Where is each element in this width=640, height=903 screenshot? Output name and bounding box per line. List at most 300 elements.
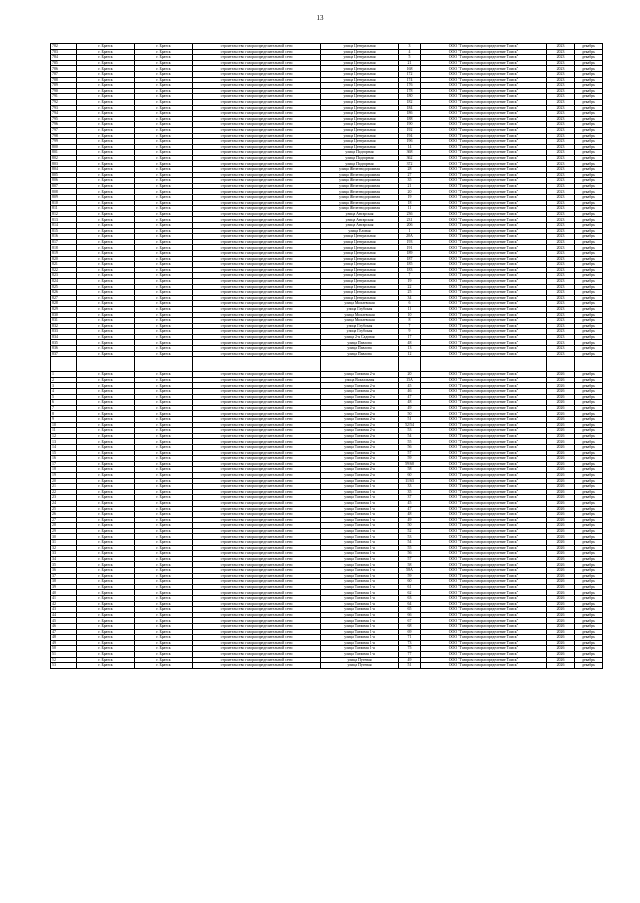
municipality-cell: г. Братск [77, 150, 135, 156]
year-cell: 2023 [547, 94, 575, 100]
settlement-cell: г. Братск [135, 372, 193, 378]
year-cell: 2026 [547, 579, 575, 585]
month-cell: декабрь [575, 584, 603, 590]
year-cell: 2023 [547, 49, 575, 55]
municipality-cell: г. Братск [77, 579, 135, 585]
work-type-cell: строительство газораспределительной сети [193, 400, 321, 406]
organization-cell: ООО "Газпром газораспределение Томск" [421, 66, 547, 72]
municipality-cell: г. Братск [77, 195, 135, 201]
year-cell: 2023 [547, 66, 575, 72]
settlement-cell: г. Братск [135, 223, 193, 229]
house-number-cell: 55 [399, 545, 421, 551]
house-number-cell: 25 [399, 290, 421, 296]
work-type-cell: строительство газораспределительной сети [193, 612, 321, 618]
year-cell: 2026 [547, 607, 575, 613]
month-cell: декабрь [575, 394, 603, 400]
organization-cell: ООО "Газпром газораспределение Томск" [421, 55, 547, 61]
row-number-cell: 832 [51, 323, 77, 329]
organization-cell: ООО "Газпром газораспределение Томск" [421, 523, 547, 529]
month-cell: декабрь [575, 428, 603, 434]
year-cell: 2026 [547, 556, 575, 562]
year-cell: 2026 [547, 562, 575, 568]
house-number-cell: 66 [399, 612, 421, 618]
work-type-cell: строительство газораспределительной сети [193, 88, 321, 94]
street-cell: улица Таежная 2-я [321, 417, 399, 423]
settlement-cell: г. Братск [135, 467, 193, 473]
municipality-cell: г. Братск [77, 133, 135, 139]
month-cell: декабрь [575, 534, 603, 540]
work-type-cell: строительство газораспределительной сети [193, 200, 321, 206]
month-cell: декабрь [575, 545, 603, 551]
municipality-cell: г. Братск [77, 439, 135, 445]
settlement-cell: г. Братск [135, 273, 193, 279]
settlement-cell: г. Братск [135, 161, 193, 167]
street-cell: улица Таежная 1-я [321, 596, 399, 602]
municipality-cell: г. Братск [77, 551, 135, 557]
work-type-cell: строительство газораспределительной сети [193, 456, 321, 462]
street-cell: улица Железнодорожная [321, 178, 399, 184]
month-cell: декабрь [575, 144, 603, 150]
month-cell: декабрь [575, 657, 603, 663]
settlement-cell: г. Братск [135, 334, 193, 340]
year-cell: 2023 [547, 133, 575, 139]
month-cell: декабрь [575, 579, 603, 585]
month-cell: декабрь [575, 562, 603, 568]
empty-cell [193, 357, 321, 372]
work-type-cell: строительство газораспределительной сети [193, 372, 321, 378]
month-cell: декабрь [575, 540, 603, 546]
organization-cell: ООО "Газпром газораспределение Томск" [421, 584, 547, 590]
row-number-cell: 801 [51, 150, 77, 156]
house-number-cell: 54 [399, 433, 421, 439]
year-cell: 2026 [547, 422, 575, 428]
row-number-cell: 791 [51, 94, 77, 100]
house-number-cell: 57 [399, 450, 421, 456]
settlement-cell: г. Братск [135, 245, 193, 251]
street-cell: улица Центральная [321, 256, 399, 262]
row-number-cell: 782 [51, 44, 77, 50]
month-cell: декабрь [575, 340, 603, 346]
month-cell: декабрь [575, 301, 603, 307]
row-number-cell: 41 [51, 596, 77, 602]
work-type-cell: строительство газораспределительной сети [193, 528, 321, 534]
work-type-cell: строительство газораспределительной сети [193, 189, 321, 195]
organization-cell: ООО "Газпром газораспределение Томск" [421, 239, 547, 245]
settlement-cell: г. Братск [135, 66, 193, 72]
municipality-cell: г. Братск [77, 295, 135, 301]
settlement-cell: г. Братск [135, 340, 193, 346]
municipality-cell: г. Братск [77, 568, 135, 574]
house-number-cell: 58А [399, 568, 421, 574]
organization-cell: ООО "Газпром газораспределение Томск" [421, 478, 547, 484]
year-cell: 2023 [547, 256, 575, 262]
organization-cell: ООО "Газпром газораспределение Томск" [421, 105, 547, 111]
house-number-cell: 7 [399, 323, 421, 329]
street-cell: улица Центральная [321, 94, 399, 100]
house-number-cell: 35 [399, 489, 421, 495]
organization-cell: ООО "Газпром газораспределение Томск" [421, 439, 547, 445]
municipality-cell: г. Братск [77, 206, 135, 212]
month-cell: декабрь [575, 122, 603, 128]
month-cell: декабрь [575, 127, 603, 133]
street-cell: улица Центральная [321, 122, 399, 128]
house-number-cell: 9 [399, 329, 421, 335]
row-number-cell: 805 [51, 172, 77, 178]
organization-cell: ООО "Газпром газораспределение Томск" [421, 250, 547, 256]
year-cell: 2023 [547, 150, 575, 156]
work-type-cell: строительство газораспределительной сети [193, 389, 321, 395]
row-number-cell: 785 [51, 60, 77, 66]
house-number-cell: 10 [399, 312, 421, 318]
municipality-cell: г. Братск [77, 663, 135, 669]
month-cell: декабрь [575, 290, 603, 296]
row-number-cell: 834 [51, 334, 77, 340]
work-type-cell: строительство газораспределительной сети [193, 262, 321, 268]
municipality-cell: г. Братск [77, 517, 135, 523]
work-type-cell: строительство газораспределительной сети [193, 139, 321, 145]
street-cell: улица Таежная 1-я [321, 646, 399, 652]
organization-cell: ООО "Газпром газораспределение Томск" [421, 512, 547, 518]
month-cell: декабрь [575, 629, 603, 635]
street-cell: улица Михаевская [321, 301, 399, 307]
year-cell: 2023 [547, 228, 575, 234]
row-number-cell: 39 [51, 584, 77, 590]
municipality-cell: г. Братск [77, 484, 135, 490]
row-number-cell: 1 [51, 372, 77, 378]
year-cell: 2026 [547, 540, 575, 546]
settlement-cell: г. Братск [135, 99, 193, 105]
street-cell: улица Таежная 2-я [321, 383, 399, 389]
settlement-cell: г. Братск [135, 607, 193, 613]
month-cell: декабрь [575, 60, 603, 66]
year-cell: 2023 [547, 178, 575, 184]
house-number-cell: 191 [399, 245, 421, 251]
year-cell: 2023 [547, 312, 575, 318]
row-number-cell: 798 [51, 133, 77, 139]
settlement-cell: г. Братск [135, 144, 193, 150]
house-number-cell: 372 [399, 161, 421, 167]
section-separator-row [51, 357, 603, 372]
work-type-cell: строительство газораспределительной сети [193, 211, 321, 217]
empty-cell [575, 357, 603, 372]
street-cell: улица Таежная 1-я [321, 506, 399, 512]
settlement-cell: г. Братск [135, 428, 193, 434]
municipality-cell: г. Братск [77, 116, 135, 122]
house-number-cell: 184 [399, 105, 421, 111]
municipality-cell: г. Братск [77, 523, 135, 529]
house-number-cell: 51 [399, 417, 421, 423]
month-cell: декабрь [575, 400, 603, 406]
year-cell: 2023 [547, 211, 575, 217]
house-number-cell: 47 [399, 394, 421, 400]
municipality-cell: г. Братск [77, 161, 135, 167]
settlement-cell: г. Братск [135, 60, 193, 66]
work-type-cell: строительство газораспределительной сети [193, 517, 321, 523]
row-number-cell: 819 [51, 250, 77, 256]
work-type-cell: строительство газораспределительной сети [193, 223, 321, 229]
settlement-cell: г. Братск [135, 262, 193, 268]
municipality-cell: г. Братск [77, 105, 135, 111]
row-number-cell: 827 [51, 295, 77, 301]
row-number-cell: 821 [51, 262, 77, 268]
municipality-cell: г. Братск [77, 635, 135, 641]
row-number-cell: 40 [51, 590, 77, 596]
table-row [51, 663, 603, 669]
municipality-cell: г. Братск [77, 584, 135, 590]
row-number-cell: 835 [51, 340, 77, 346]
house-number-cell: 193 [399, 239, 421, 245]
street-cell: улица Таежная 1-я [321, 512, 399, 518]
row-number-cell: 814 [51, 223, 77, 229]
street-cell: улица Центральная [321, 66, 399, 72]
month-cell: декабрь [575, 467, 603, 473]
month-cell: декабрь [575, 372, 603, 378]
work-type-cell: строительство газораспределительной сети [193, 623, 321, 629]
house-number-cell: 48 [399, 512, 421, 518]
municipality-cell: г. Братск [77, 273, 135, 279]
organization-cell: ООО "Газпром газораспределение Томск" [421, 623, 547, 629]
organization-cell: ООО "Газпром газораспределение Томск" [421, 183, 547, 189]
street-cell: улица Таежная 2-я [321, 467, 399, 473]
settlement-cell: г. Братск [135, 189, 193, 195]
row-number-cell: 822 [51, 267, 77, 273]
house-number-cell: 64 [399, 601, 421, 607]
row-number-cell: 808 [51, 189, 77, 195]
work-type-cell: строительство газораспределительной сети [193, 657, 321, 663]
settlement-cell: г. Братск [135, 94, 193, 100]
house-number-cell: 180 [399, 94, 421, 100]
organization-cell: ООО "Газпром газораспределение Томск" [421, 500, 547, 506]
municipality-cell: г. Братск [77, 88, 135, 94]
month-cell: декабрь [575, 651, 603, 657]
organization-cell: ООО "Газпром газораспределение Томск" [421, 256, 547, 262]
year-cell: 2023 [547, 88, 575, 94]
work-type-cell: строительство газораспределительной сети [193, 49, 321, 55]
month-cell: декабрь [575, 472, 603, 478]
street-cell: улица Павлова [321, 346, 399, 352]
year-cell: 2023 [547, 55, 575, 61]
house-number-cell: 368 [399, 150, 421, 156]
row-number-cell: 29 [51, 528, 77, 534]
row-number-cell: 788 [51, 77, 77, 83]
month-cell: декабрь [575, 111, 603, 117]
house-number-cell: 77 [399, 651, 421, 657]
row-number-cell: 53 [51, 663, 77, 669]
row-number-cell: 804 [51, 167, 77, 173]
house-number-cell: 231 [399, 217, 421, 223]
month-cell: декабрь [575, 439, 603, 445]
work-type-cell: строительство газораспределительной сети [193, 77, 321, 83]
row-number-cell: 20 [51, 478, 77, 484]
year-cell: 2026 [547, 417, 575, 423]
street-cell: улица Путевая [321, 657, 399, 663]
year-cell: 2026 [547, 635, 575, 641]
work-type-cell: строительство газораспределительной сети [193, 60, 321, 66]
organization-cell: ООО "Газпром газораспределение Томск" [421, 663, 547, 669]
street-cell: улица Таежная 1-я [321, 573, 399, 579]
work-type-cell: строительство газораспределительной сети [193, 161, 321, 167]
year-cell: 2026 [547, 428, 575, 434]
street-cell: улица Центральная [321, 44, 399, 50]
house-number-cell: 3 [399, 44, 421, 50]
work-type-cell: строительство газораспределительной сети [193, 122, 321, 128]
organization-cell: ООО "Газпром газораспределение Томск" [421, 329, 547, 335]
settlement-cell: г. Братск [135, 444, 193, 450]
row-number-cell: 7 [51, 405, 77, 411]
work-type-cell: строительство газораспределительной сети [193, 55, 321, 61]
street-cell: улица Таежная 1-я [321, 629, 399, 635]
settlement-cell: г. Братск [135, 618, 193, 624]
month-cell: декабрь [575, 223, 603, 229]
work-type-cell: строительство газораспределительной сети [193, 278, 321, 284]
organization-cell: ООО "Газпром газораспределение Томск" [421, 144, 547, 150]
work-type-cell: строительство газораспределительной сети [193, 590, 321, 596]
settlement-cell: г. Братск [135, 139, 193, 145]
municipality-cell: г. Братск [77, 262, 135, 268]
municipality-cell: г. Братск [77, 433, 135, 439]
municipality-cell: г. Братск [77, 346, 135, 352]
work-type-cell: строительство газораспределительной сети [193, 267, 321, 273]
row-number-cell: 818 [51, 245, 77, 251]
organization-cell: ООО "Газпром газораспределение Томск" [421, 556, 547, 562]
street-cell: улица Таежная 1-я [321, 500, 399, 506]
organization-cell: ООО "Газпром газораспределение Томск" [421, 377, 547, 383]
month-cell: декабрь [575, 612, 603, 618]
municipality-cell: г. Братск [77, 167, 135, 173]
work-type-cell: строительство газораспределительной сети [193, 234, 321, 240]
year-cell: 2023 [547, 323, 575, 329]
year-cell: 2023 [547, 105, 575, 111]
work-type-cell: строительство газораспределительной сети [193, 663, 321, 669]
street-cell: улица Таежная 2-я [321, 428, 399, 434]
municipality-cell: г. Братск [77, 417, 135, 423]
organization-cell: ООО "Газпром газораспределение Томск" [421, 290, 547, 296]
organization-cell: ООО "Газпром газораспределение Томск" [421, 461, 547, 467]
house-number-cell: 4 [399, 49, 421, 55]
month-cell: декабрь [575, 284, 603, 290]
street-cell: улица Центральная [321, 273, 399, 279]
settlement-cell: г. Братск [135, 573, 193, 579]
month-cell: декабрь [575, 189, 603, 195]
house-number-cell: 19 [399, 278, 421, 284]
organization-cell: ООО "Газпром газораспределение Томск" [421, 295, 547, 301]
row-number-cell: 8 [51, 411, 77, 417]
municipality-cell: г. Братск [77, 389, 135, 395]
organization-cell: ООО "Газпром газораспределение Томск" [421, 444, 547, 450]
year-cell: 2026 [547, 484, 575, 490]
row-number-cell: 803 [51, 161, 77, 167]
year-cell: 2023 [547, 234, 575, 240]
settlement-cell: г. Братск [135, 478, 193, 484]
empty-cell [421, 357, 547, 372]
row-number-cell: 4 [51, 389, 77, 395]
house-number-cell: 21 [399, 60, 421, 66]
month-cell: декабрь [575, 517, 603, 523]
house-number-cell: 20 [399, 372, 421, 378]
organization-cell: ООО "Газпром газораспределение Томск" [421, 71, 547, 77]
house-number-cell: 73 [399, 640, 421, 646]
organization-cell: ООО "Газпром газораспределение Томск" [421, 195, 547, 201]
street-cell: улица Центральная [321, 284, 399, 290]
settlement-cell: г. Братск [135, 318, 193, 324]
month-cell: декабрь [575, 601, 603, 607]
municipality-cell: г. Братск [77, 528, 135, 534]
month-cell: декабрь [575, 635, 603, 641]
organization-cell: ООО "Газпром газораспределение Томск" [421, 629, 547, 635]
work-type-cell: строительство газораспределительной сети [193, 629, 321, 635]
street-cell: улица Таежная 1-я [321, 551, 399, 557]
organization-cell: ООО "Газпром газораспределение Томск" [421, 122, 547, 128]
street-cell: улица 2-я Садовая [321, 334, 399, 340]
organization-cell: ООО "Газпром газораспределение Томск" [421, 428, 547, 434]
work-type-cell: строительство газораспределительной сети [193, 417, 321, 423]
month-cell: декабрь [575, 568, 603, 574]
year-cell: 2023 [547, 167, 575, 173]
organization-cell: ООО "Газпром газораспределение Томск" [421, 351, 547, 357]
municipality-cell: г. Братск [77, 612, 135, 618]
row-number-cell: 16 [51, 456, 77, 462]
work-type-cell: строительство газораспределительной сети [193, 523, 321, 529]
row-number-cell: 37 [51, 573, 77, 579]
month-cell: декабрь [575, 234, 603, 240]
settlement-cell: г. Братск [135, 200, 193, 206]
month-cell: декабрь [575, 206, 603, 212]
month-cell: декабрь [575, 133, 603, 139]
organization-cell: ООО "Газпром газораспределение Томск" [421, 133, 547, 139]
row-number-cell: 825 [51, 284, 77, 290]
organization-cell: ООО "Газпром газораспределение Томск" [421, 116, 547, 122]
row-number-cell: 810 [51, 200, 77, 206]
year-cell: 2023 [547, 172, 575, 178]
month-cell: декабрь [575, 256, 603, 262]
organization-cell: ООО "Газпром газораспределение Томск" [421, 484, 547, 490]
settlement-cell: г. Братск [135, 456, 193, 462]
organization-cell: ООО "Газпром газораспределение Томск" [421, 127, 547, 133]
month-cell: декабрь [575, 663, 603, 669]
work-type-cell: строительство газораспределительной сети [193, 596, 321, 602]
year-cell: 2023 [547, 127, 575, 133]
house-number-cell: 188 [399, 116, 421, 122]
month-cell: декабрь [575, 383, 603, 389]
house-number-cell: 35 [399, 178, 421, 184]
row-number-cell: 784 [51, 55, 77, 61]
month-cell: декабрь [575, 444, 603, 450]
municipality-cell: г. Братск [77, 478, 135, 484]
street-cell: улица Центральная [321, 116, 399, 122]
municipality-cell: г. Братск [77, 278, 135, 284]
row-number-cell: 790 [51, 88, 77, 94]
month-cell: декабрь [575, 172, 603, 178]
municipality-cell: г. Братск [77, 239, 135, 245]
work-type-cell: строительство газораспределительной сети [193, 99, 321, 105]
work-type-cell: строительство газораспределительной сети [193, 646, 321, 652]
work-type-cell: строительство газораспределительной сети [193, 256, 321, 262]
organization-cell: ООО "Газпром газораспределение Томск" [421, 562, 547, 568]
work-type-cell: строительство газораспределительной сети [193, 250, 321, 256]
month-cell: декабрь [575, 295, 603, 301]
settlement-cell: г. Братск [135, 635, 193, 641]
gasification-schedule-table [50, 43, 602, 669]
settlement-cell: г. Братск [135, 584, 193, 590]
street-cell: улица Подгорная [321, 161, 399, 167]
year-cell: 2026 [547, 372, 575, 378]
house-number-cell: 52/54 [399, 422, 421, 428]
year-cell: 2023 [547, 144, 575, 150]
municipality-cell: г. Братск [77, 44, 135, 50]
municipality-cell: г. Братск [77, 540, 135, 546]
work-type-cell: строительство газораспределительной сети [193, 495, 321, 501]
settlement-cell: г. Братск [135, 290, 193, 296]
